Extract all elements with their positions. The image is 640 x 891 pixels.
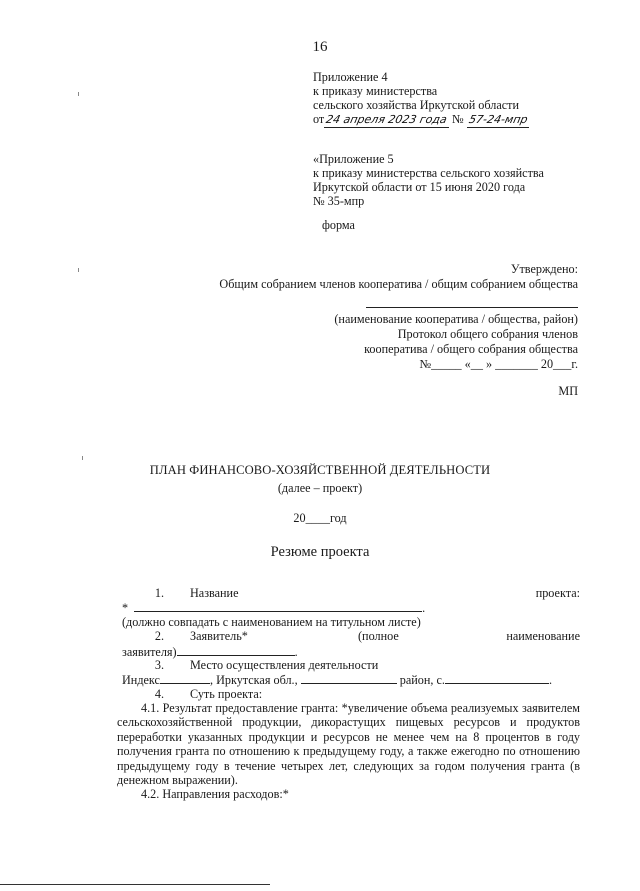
- section-4-1-line: получения гранта по отношению к предыдущему году, а также ежегодно по отношению: [117, 744, 580, 759]
- previous-appendix-line2: к приказу министерства сельского хозяйства: [313, 166, 544, 180]
- approval-block: [158, 262, 578, 399]
- approved-by-meeting: Общим собранием членов кооператива / общим собранием общества: [219, 277, 578, 291]
- plan-subtitle: (далее – проект): [277, 481, 363, 495]
- previous-appendix-line1: «Приложение 5: [313, 152, 394, 166]
- section-2-cont-label: заявителя): [122, 644, 177, 659]
- page-number: 16: [312, 39, 328, 55]
- resume-sections: [122, 586, 580, 701]
- section-4-1-line: переработки указанных продукции и ресурсов не менее чем на 8 процентов в году: [117, 729, 580, 744]
- section-3-label: Место осуществления деятельности: [190, 657, 379, 672]
- section-2-number: 2.: [154, 629, 164, 644]
- section-2-heading: [130, 629, 580, 643]
- section-3-address-line: Индекс , Иркутская обл., район, с. .: [122, 673, 552, 688]
- previous-appendix-line4: № 35-мпр: [313, 194, 365, 208]
- previous-appendix-line3: Иркутской области от 15 июня 2020 года: [313, 180, 526, 194]
- section-4-1-line: предыдущему году в течение четырех лет, следующих за годом получения гранта (в: [117, 758, 580, 773]
- section-2-word3: наименование: [506, 629, 580, 644]
- address-index-label: Индекс: [122, 673, 160, 688]
- section-4-1-line: 4.1. Результат предоставление гранта: *увеличение объема реализуемых заявителем: [141, 701, 580, 715]
- approved-label: Утверждено:: [510, 262, 578, 276]
- scan-mark: [78, 92, 79, 96]
- section-1-heading: [130, 586, 580, 600]
- section-2-word2: (полное: [358, 629, 399, 644]
- appendix-header-line1: Приложение 4: [313, 70, 388, 84]
- section-4-number: 4.: [154, 686, 164, 701]
- address-region: , Иркутская обл.,: [209, 673, 298, 688]
- appendix-header-line3: сельского хозяйства Иркутской области: [313, 98, 520, 112]
- organization-name-line: [366, 292, 578, 308]
- applicant-name-field: [177, 644, 295, 656]
- section-1-end: проекта:: [535, 586, 580, 600]
- footnote-separator-line: [0, 884, 270, 885]
- section-1-blank-line: * .: [122, 601, 426, 616]
- plan-title: ПЛАН ФИНАНСОВО-ХОЗЯЙСТВЕННОЙ ДЕЯТЕЛЬНОСТИ: [149, 463, 491, 477]
- appendix-header-line2: к приказу министерства: [313, 84, 438, 98]
- section-4-1-line: денежном выражении).: [117, 772, 238, 787]
- section-4-1-paragraph: [117, 701, 580, 802]
- appendix-header: [313, 70, 529, 126]
- seal-label: МП: [558, 384, 578, 398]
- scan-mark: [78, 268, 79, 272]
- address-village-field: [445, 672, 549, 684]
- section-2-continuation: заявителя) .: [122, 644, 298, 659]
- previous-appendix: [313, 152, 544, 208]
- address-district-field: [301, 672, 397, 684]
- form-label: форма: [322, 218, 355, 232]
- from-prefix: от: [313, 112, 325, 126]
- section-4-2-label: 4.2. Направления расходов:*: [141, 787, 289, 802]
- handwritten-number: 57-24-мпр: [467, 113, 529, 126]
- section-1-asterisk: *: [122, 601, 129, 616]
- resume-title: Резюме проекта: [270, 544, 370, 560]
- number-sign: №: [451, 112, 464, 126]
- section-3-heading: [130, 658, 580, 672]
- section-1-hint: (должно совпадать с наименованием на титульном листе): [122, 614, 421, 629]
- handwritten-date-field: [324, 112, 449, 128]
- protocol-line2: кооператива / общего собрания общества: [364, 342, 578, 356]
- section-4-1-line: сельскохозяйственной продукции, дикорастущих пищевых ресурсов и продуктов: [117, 715, 580, 730]
- address-index-field: [160, 672, 210, 684]
- section-4-label: Суть проекта:: [190, 686, 263, 701]
- section-4-heading: [130, 687, 580, 701]
- protocol-number: №_____ «__ » _______ 20___г.: [419, 357, 578, 371]
- address-district-label: район, с.: [399, 673, 445, 688]
- handwritten-date: 24 апреля 2023 года: [324, 113, 449, 126]
- appendix-header-date-line: [313, 112, 529, 126]
- scan-mark: [82, 456, 83, 460]
- protocol-line1: Протокол общего собрания членов: [397, 327, 578, 341]
- section-1-number: 1.: [154, 586, 164, 600]
- organization-name-hint: (наименование кооператива / общества, район): [334, 312, 578, 326]
- project-name-field: [134, 600, 422, 612]
- section-2-word1: Заявитель*: [190, 629, 248, 644]
- section-1-label: Название: [190, 586, 239, 600]
- year-line: 20____год: [293, 511, 347, 525]
- handwritten-number-field: [467, 112, 529, 128]
- section-3-number: 3.: [154, 657, 164, 672]
